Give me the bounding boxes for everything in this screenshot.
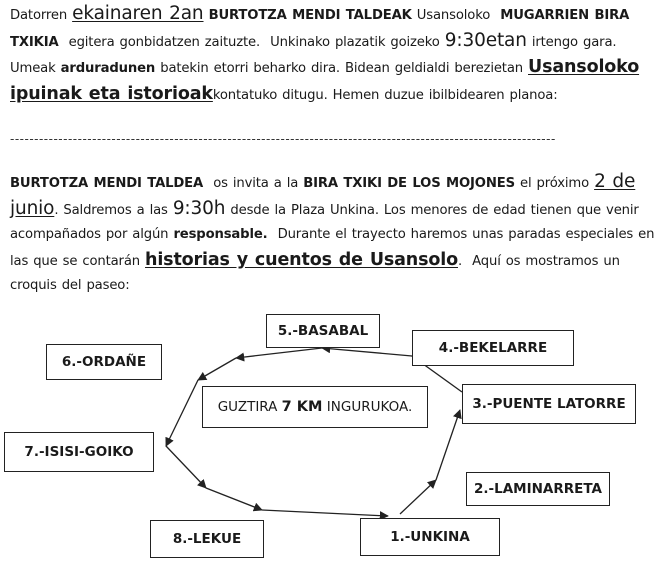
eu-club: BURTOTZA MENDI TALDEAK bbox=[208, 8, 412, 23]
es-event: BIRA TXIKI DE LOS MOJONES bbox=[303, 176, 515, 191]
es-text: Aquí os mostramos un croquis del paseo: bbox=[10, 253, 620, 293]
eu-text: batekin etorri beharko dira. Bidean geldialdi berezietan bbox=[160, 61, 523, 76]
eu-text: Datorren bbox=[10, 8, 68, 23]
eu-time: 9:30etan bbox=[444, 29, 527, 51]
spanish-paragraph: BURTOTZA MENDI TALDEA os invita a la BIRA TXIKI DE LOS MOJONES el próximo 2 de junio. Saldremos a las 9:30h desde la Plaza Unkina. Los menores de edad tienen que venir acompañados por algún responsable. Durante el trayecto haremos unas paradas especiales en las que se contarán historias y cuentos de Usansolo. Aquí os mostramos un croquis del paseo: bbox=[10, 171, 655, 293]
es-text: Saldremos a las bbox=[63, 202, 168, 218]
distance-label: GUZTIRA bbox=[217, 399, 278, 415]
eu-responsible: arduradunen bbox=[60, 61, 156, 76]
route-segment bbox=[166, 446, 206, 488]
eu-text: egitera gonbidatzen zaituzte. bbox=[68, 34, 261, 50]
eu-text: Umeak bbox=[10, 61, 56, 76]
route-segment bbox=[322, 348, 412, 356]
stop-lekue: 8.-LEKUE bbox=[150, 520, 264, 558]
route-segment bbox=[400, 480, 436, 514]
route-segment bbox=[262, 510, 388, 516]
es-text: os invita a la bbox=[213, 176, 299, 191]
dashed-divider: ----------------------------------------------------------------------------------------------------------------- bbox=[10, 132, 556, 146]
route-segment bbox=[436, 410, 460, 480]
stop-bekelarre: 4.-BEKELARRE bbox=[412, 330, 574, 366]
es-text: el próximo bbox=[520, 176, 590, 191]
route-segment bbox=[198, 358, 236, 380]
total-distance-box bbox=[202, 386, 428, 428]
distance-suffix: INGURUKOA. bbox=[326, 399, 413, 415]
route-segment bbox=[236, 348, 322, 358]
stop-basabal: 5.-BASABAL bbox=[266, 314, 380, 348]
eu-stories: Usansoloko ipuinak eta istorioak bbox=[10, 57, 640, 104]
es-stories: historias y cuentos de Usansolo bbox=[145, 249, 458, 270]
es-responsible: responsable. bbox=[173, 227, 268, 242]
stop-isisi-goiko: 7.-ISISI-GOIKO bbox=[4, 432, 154, 472]
eu-text: kontatuko ditugu. Hemen duzue ibilbidearen planoa: bbox=[212, 87, 558, 103]
eu-text: irtengo gara. bbox=[531, 34, 617, 50]
eu-date: ekainaren 2an bbox=[72, 3, 204, 24]
distance-value: 7 KM bbox=[281, 399, 323, 415]
stop-laminarreta: 2.-LAMINARRETA bbox=[466, 472, 610, 506]
eu-text: Usansoloko bbox=[416, 8, 491, 23]
route-segment bbox=[206, 488, 262, 510]
es-date: 2 de junio bbox=[10, 171, 636, 219]
es-club: BURTOTZA MENDI TALDEA bbox=[10, 176, 204, 191]
es-text: Durante el trayecto haremos unas paradas especiales en las que se contarán bbox=[10, 227, 655, 269]
stop-puente-latorre: 3.-PUENTE LATORRE bbox=[462, 384, 636, 424]
es-text: desde la Plaza Unkina. Los menores de edad tienen que venir acompañados por algún bbox=[10, 202, 639, 242]
route-segment bbox=[166, 380, 198, 446]
stop-ordane: 6.-ORDAÑE bbox=[46, 344, 162, 380]
eu-text: Unkinako plazatik goizeko bbox=[270, 34, 440, 50]
stop-unkina: 1.-UNKINA bbox=[360, 518, 500, 556]
eu-event: MUGARRIEN BIRA TXIKIA bbox=[10, 8, 630, 50]
es-time: 9:30h bbox=[172, 197, 226, 219]
